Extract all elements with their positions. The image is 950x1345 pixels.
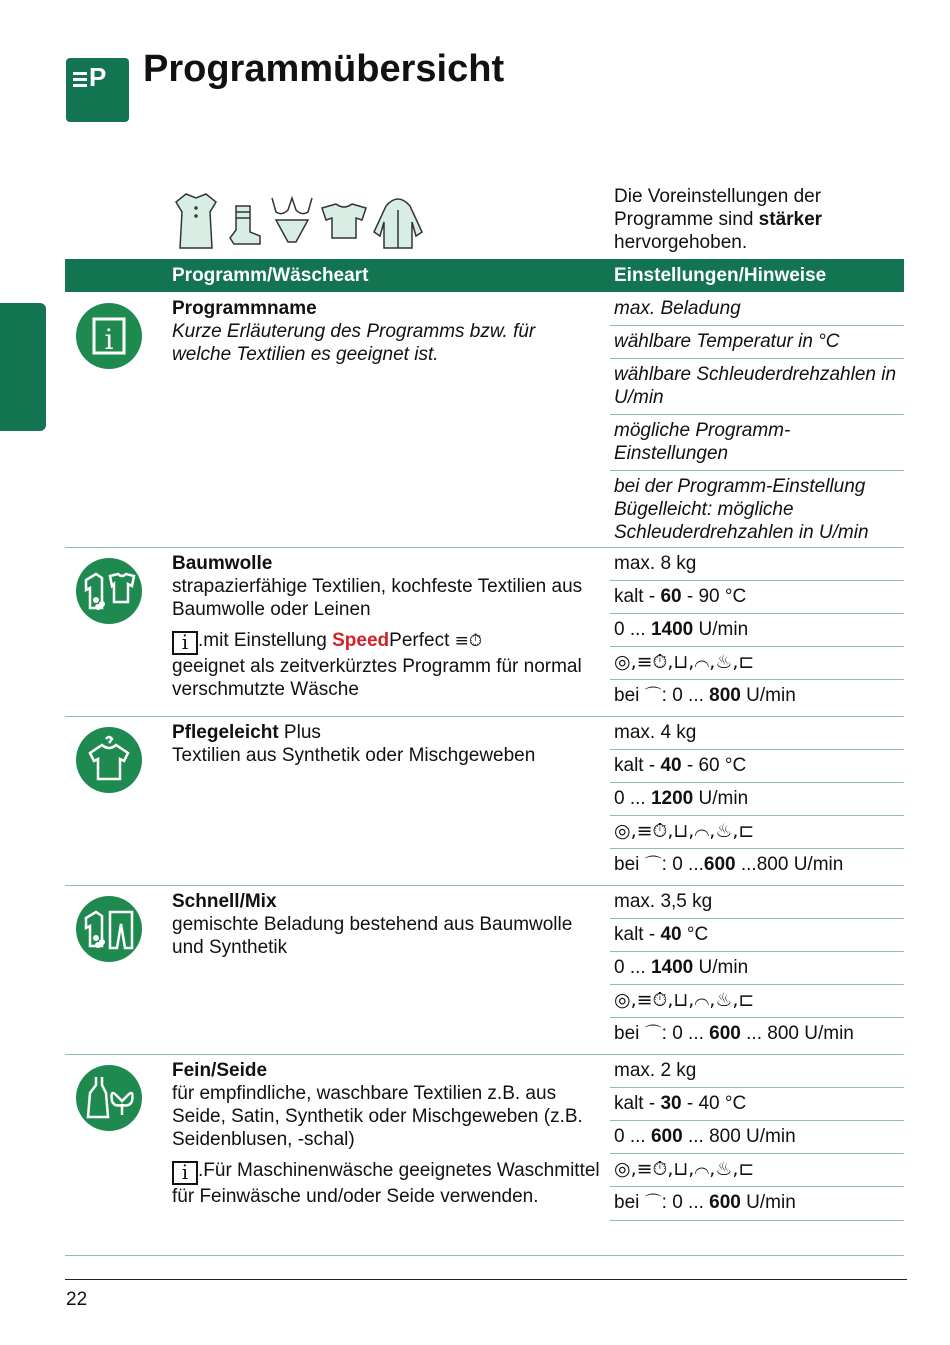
silk-icon (76, 1065, 142, 1131)
program-text: für empfindliche, waschbare Textilien z.B. aus Seide, Satin, Synthetik oder Mischgeweben (z.B. Seidenblusen, -schal) (172, 1083, 583, 1150)
footer-rule (65, 1279, 907, 1280)
cotton-circle (76, 558, 142, 624)
pflegeleicht-description: Pflegeleicht Plus Textilien aus Synthetik oder Mischgeweben (172, 721, 592, 767)
temperature: kalt - 60 - 90 °C (610, 581, 904, 614)
textile-icons (172, 192, 424, 250)
speedperfect-icon: ≡⏱ (454, 631, 483, 651)
baumwolle-settings (610, 548, 904, 713)
lingerie-icon (272, 198, 312, 242)
iron-icon: ⌒ (644, 1193, 662, 1213)
legend-description (172, 297, 592, 366)
program-name: Fein/Seide (172, 1060, 268, 1081)
temperature: kalt - 40 °C (610, 919, 904, 952)
spin: 0 ... 1400 U/min (610, 952, 904, 985)
info-circle (76, 303, 142, 369)
mix-icon (76, 896, 142, 962)
option-icons: ◎,≡⏱,⊔,⌒,♨,⊏ (610, 816, 904, 849)
page-number: 22 (66, 1289, 88, 1310)
baumwolle-note: i .mit Einstellung SpeedPerfect ≡⏱ geeignet als zeitverkürztes Programm für normal verschmutzte Wäsche (172, 630, 582, 700)
fein-description (172, 1059, 602, 1208)
logo-letter: P (89, 62, 107, 92)
iron-spin: bei ⌒: 0 ... 600 U/min (610, 1187, 904, 1221)
program-baumwolle (65, 547, 904, 717)
program-name: Baumwolle (172, 553, 273, 574)
column-header-settings: Einstellungen/Hinweise (614, 265, 827, 286)
setting-options: mögliche Programm-Einstellungen (610, 415, 904, 471)
page-title: Programmübersicht (143, 48, 505, 90)
mix-circle (76, 896, 142, 962)
load: max. 3,5 kg (610, 886, 904, 919)
program-logo (66, 58, 129, 122)
tshirt-icon (322, 204, 366, 238)
svg-text:i: i (104, 323, 114, 356)
load: max. 2 kg (610, 1055, 904, 1088)
sock-icon (230, 206, 260, 244)
cotton-icon (76, 558, 142, 624)
setting-load: max. Beladung (610, 293, 904, 326)
fein-settings (610, 1055, 904, 1221)
iron-icon: ⌒ (644, 686, 662, 706)
iron-spin: bei ⌒: 0 ... 800 U/min (614, 685, 796, 706)
option-icons: ◎,≡⏱,⊔,⌒,♨,⊏ (610, 647, 904, 680)
setting-spin: wählbare Schleuderdrehzahlen in U/min (610, 359, 904, 415)
easycare-circle (76, 727, 142, 793)
legend-section (65, 293, 904, 546)
spin: 0 ... 1400 U/min (610, 614, 904, 647)
program-schnell-mix (65, 885, 904, 1055)
legend-name: Programmname (172, 298, 317, 319)
program-fein-seide (65, 1054, 904, 1255)
load: max. 4 kg (610, 717, 904, 750)
pflegeleicht-settings (610, 717, 904, 882)
temperature: kalt - 30 - 40 °C (610, 1088, 904, 1121)
schnell-settings (610, 886, 904, 1051)
program-text: strapazierfähige Textilien, kochfeste Textilien aus Baumwolle oder Leinen (172, 576, 583, 620)
program-text: Textilien aus Synthetik oder Mischgeweben (172, 745, 536, 766)
program-pflegeleicht (65, 716, 904, 886)
fein-note: i .Für Maschinenwäsche geeignetes Waschmittel für Feinwäsche und/oder Seide verwenden. (172, 1160, 600, 1207)
iron-icon: ⌒ (644, 855, 662, 875)
baumwolle-description (172, 552, 597, 701)
option-icons: ◎,≡⏱,⊔,⌒,♨,⊏ (610, 985, 904, 1018)
column-header-program: Programm/Wäscheart (172, 265, 369, 286)
shirt-hanger-icon (76, 727, 142, 793)
spin: 0 ... 600 ... 800 U/min (610, 1121, 904, 1154)
table-bottom-rule (65, 1255, 904, 1256)
intro-note: Die Voreinstellungen der Programme sind stärker hervorgehoben. (614, 186, 823, 253)
setting-iron: bei der Programm-Einstellung Bügelleicht: mögliche Schleuderdrehzahlen in U/min (614, 476, 869, 543)
spin: 0 ... 1200 U/min (610, 783, 904, 816)
legend-text: Kurze Erläuterung des Programms bzw. für welche Textilien es geeignet ist. (172, 321, 536, 365)
list-lines-icon (73, 72, 87, 90)
dress-icon (176, 194, 216, 248)
jacket-icon (374, 199, 422, 248)
schnell-description (172, 890, 592, 959)
program-name: Schnell/Mix (172, 891, 277, 912)
legend-settings (610, 293, 904, 549)
setting-temp: wählbare Temperatur in °C (610, 326, 904, 359)
iron-spin: bei ⌒: 0 ... 600 ... 800 U/min (614, 1023, 854, 1044)
info-icon: i (172, 631, 198, 655)
load: max. 8 kg (610, 548, 904, 581)
iron-icon: ⌒ (644, 1024, 662, 1044)
iron-spin: bei ⌒: 0 ...600 ...800 U/min (614, 854, 844, 875)
option-icons: ◎,≡⏱,⊔,⌒,♨,⊏ (610, 1154, 904, 1187)
silk-circle (76, 1065, 142, 1131)
side-tab (0, 303, 46, 431)
temperature: kalt - 40 - 60 °C (610, 750, 904, 783)
program-text: gemischte Beladung bestehend aus Baumwolle und Synthetik (172, 914, 573, 958)
program-name: Pflegeleicht (172, 722, 279, 743)
info-icon: i (172, 1161, 198, 1185)
table-header (65, 259, 904, 292)
info-icon (76, 303, 142, 369)
